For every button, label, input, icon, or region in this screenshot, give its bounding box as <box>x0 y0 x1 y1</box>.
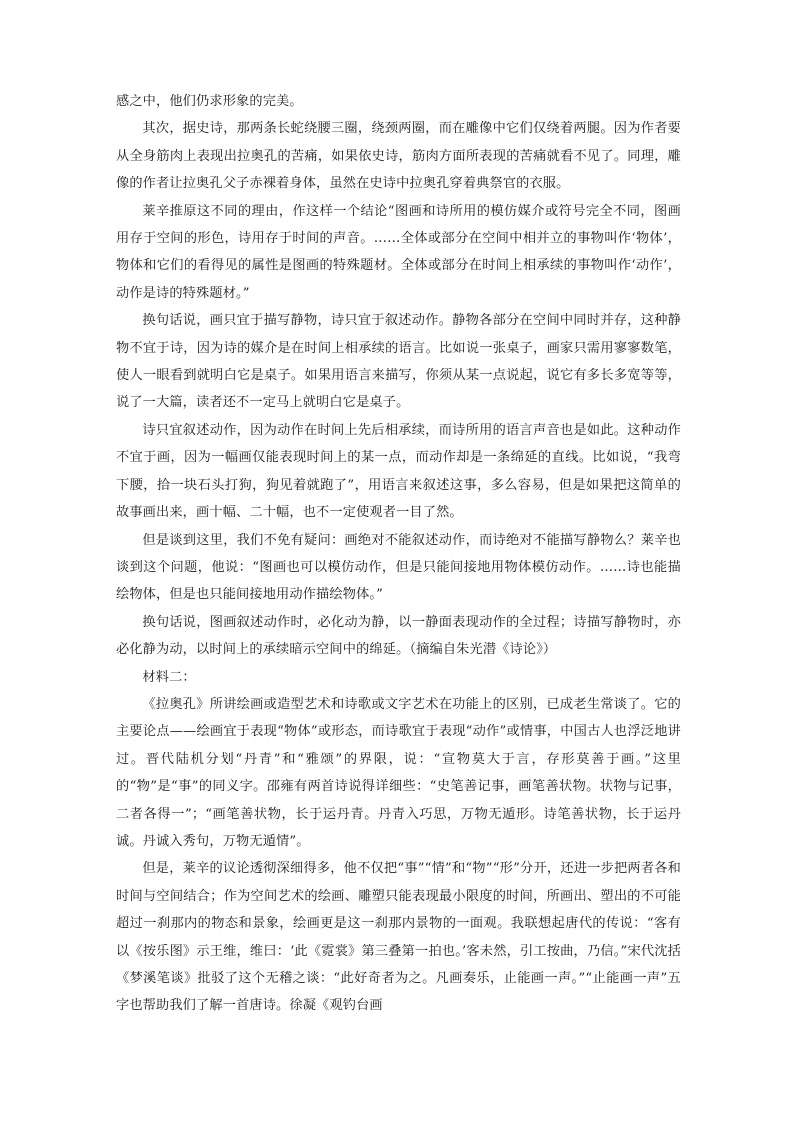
paragraph-laocoon-function: 《拉奥孔》所讲绘画或造型艺术和诗歌或文字艺术在功能上的区别，已成老生常谈了。它的主要论点——绘画宜于表现“物体”或形态，而诗歌宜于表现“动作”或情事，中国古人也浮泛地讲过。晋代陆机分划“丹青”和“雅颂”的界限，说：“宣物莫大于言，存形莫善于画。”这里的“物”是“事”的同义字。邵雍有两首诗说得详细些：“史笔善记事，画笔善状物。状物与记事，二者各得一”；“画笔善状物，长于运丹青。丹青入巧思，万物无遁形。诗笔善状物，长于运丹诚。丹诚入秀句，万物无遁情”。 <box>116 696 681 849</box>
paragraph-painting-static: 换句话说，画只宜于描写静物，诗只宜于叙述动作。静物各部分在空间中同时并存，这种静物不宜于诗，因为诗的媒介是在时间上相承续的语言。比如说一张桌子，画家只需用寥寥数笔，使人一眼看到就明白它是桌子。如果用语言来描写，你须从某一点说起，说它有多长多宽等等，说了一大篇，读者还不一定马上就明白它是桌子。 <box>116 313 681 411</box>
paragraph-continuation: 感之中，他们仍求形象的完美。 <box>116 94 303 109</box>
paragraph-question: 但是谈到这里，我们不免有疑问：画绝对不能叙述动作，而诗绝对不能描写静物么？莱辛也谈到这个问题，他说：“图画也可以模仿动作，但是只能间接地用物体模仿动作。……诗也能描绘物体，但是也只能间接地用动作描绘物体。” <box>116 532 681 603</box>
paragraph-poetry-action: 诗只宜叙述动作，因为动作在时间上先后相承续，而诗所用的语言声音也是如此。这种动作不宜于画，因为一幅画仅能表现时间上的某一点，而动作却是一条绵延的直线。比如说，“我弯下腰，拾一块石头打狗，狗见着就跑了”，用语言来叙述这事，多么容易，但是如果把这简单的故事画出来，画十幅、二十幅，也不一定使观者一目了然。 <box>116 422 681 521</box>
paragraph-summary-source: 换句话说，图画叙述动作时，必化动为静，以一静面表现动作的全过程；诗描写静物时，亦必化静为动，以时间上的承续暗示空间中的绵延。（摘编自朱光潜《诗论》） <box>116 614 681 658</box>
document-body <box>116 88 681 1020</box>
paragraph-lessing-conclusion: 莱辛推原这不同的理由，作这样一个结论“图画和诗所用的模仿媒介或符号完全不同，图画用存于空间的形色，诗用存于时间的声音。……全体或部分在空间中相并立的事物叫作‘物体’，物体和它们的看得见的属性是图画的特殊题材。全体或部分在时间上相承续的事物叫作‘动作’，动作是诗的特殊题材。” <box>116 203 681 301</box>
paragraph-snake-coil: 其次，据史诗，那两条长蛇绕腰三圈，绕颈两圈，而在雕像中它们仅绕着两腿。因为作者要从全身筋肉上表现出拉奥孔的苦痛，如果依史诗，筋肉方面所表现的苦痛就看不见了。同理，雕像的作者让拉奥孔父子赤裸着身体，虽然在史诗中拉奥孔穿着典祭官的衣服。 <box>116 121 681 192</box>
material-two-heading: 材料二： <box>142 669 196 685</box>
paragraph-lessing-depth: 但是，莱辛的议论透彻深细得多，他不仅把“事”“情”和“物”“形”分开，还进一步把两者各和时间与空间结合；作为空间艺术的绘画、雕塑只能表现最小限度的时间，所画出、塑出的不可能超过一刹那内的物态和景象，绘画更是这一刹那内景物的一面观。我联想起唐代的传说：“客有以《按乐图》示王维，维曰：‘此《霓裳》第三叠第一拍也。’客未然，引工按曲，乃信。”宋代沈括《梦溪笔谈》批驳了这个无稽之谈：“此好奇者为之。凡画奏乐，止能画一声。”“止能画一声”五字也帮助我们了解一首唐诗。徐凝《观钓台画 <box>116 861 681 1014</box>
